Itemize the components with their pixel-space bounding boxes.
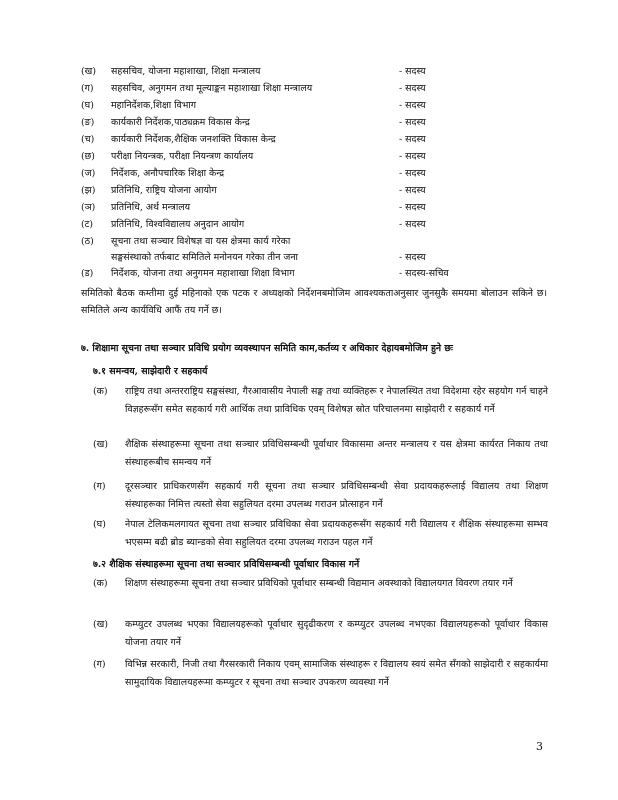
item-text: शिक्षण संस्थाहरूमा सूचना तथा सञ्चार प्रविधिको पूर्वाधार सम्बन्धी विद्यमान अवस्थाको विद्यालयगत विवरण तयार गर्ने xyxy=(125,578,513,589)
member-text: कार्यकारी निर्देशक,शैक्षिक जनशक्ति विकास केन्द्र xyxy=(111,134,276,145)
member-label: (ञ) xyxy=(81,202,96,213)
item-label: (ग) xyxy=(93,481,106,492)
member-text: परीक्षा नियन्त्रक, परीक्षा नियन्त्रण कार्यालय xyxy=(111,151,254,162)
member-label: (ख) xyxy=(81,66,96,77)
member-row xyxy=(81,250,551,266)
item-label: (क) xyxy=(93,386,108,397)
member-text: प्रतिनिधि, विश्वविद्यालय अनुदान आयोग xyxy=(111,219,245,230)
member-role: - सदस्य xyxy=(399,219,426,230)
member-role: - सदस्य xyxy=(399,134,426,145)
member-text: प्रतिनिधि, राष्ट्रिय योजना आयोग xyxy=(111,185,217,196)
member-row xyxy=(81,166,551,182)
list-item xyxy=(93,575,548,593)
member-text: सहसचिव, योजना महाशाखा, शिक्षा मन्त्रालय xyxy=(111,66,261,77)
item-text: नेपाल टेलिकमलगायत सूचना तथा सञ्चार प्रविधिका सेवा प्रदायकहरूसँग सहकार्य गरी विद्यालय र शैक्षिक संस्थाहरूमा सम्भव भएसम्म बढी ब्रोड ब्यान्डको सेवा सहुलियत दरमा उपलब्ध गराउन पहल गर्ने xyxy=(125,519,548,548)
member-label: (च) xyxy=(81,134,95,145)
member-row xyxy=(81,183,551,199)
section-heading: ७. शिक्षामा सूचना तथा सञ्चार प्रविधि प्रयोग व्यवस्थापन समिति काम,कर्तव्य र अधिकार देहायबमोजिम हुने छः xyxy=(81,343,453,354)
member-role: - सदस्य xyxy=(399,202,426,213)
subsection-title: ७.२ शैक्षिक संस्थाहरूमा सूचना तथा सञ्चार प्रविधिसम्बन्धी पूर्वाधार विकास गर्ने xyxy=(93,559,360,570)
member-role: - सदस्य-सचिव xyxy=(399,268,449,279)
member-role: - सदस्य xyxy=(399,83,426,94)
member-row xyxy=(81,234,551,250)
member-row xyxy=(81,98,551,114)
meeting-note: समितिको बैठक कम्तीमा दुई महिनाको एक पटक र अध्यक्षको निर्देशनबमोजिम आवश्यकताअनुसार जुनसुकै समयमा बोलाउन सकिने छ। समितिले अन्य कार्यविधि आफैं तय गर्ने छ। xyxy=(81,288,547,316)
member-text: कार्यकारी निर्देशक,पाठ्यक्रम विकास केन्द्र xyxy=(111,117,250,128)
member-text: महानिर्देशक,शिक्षा विभाग xyxy=(111,100,197,111)
member-role: - सदस्य xyxy=(399,66,426,77)
member-label: (ट) xyxy=(81,219,94,230)
member-text: निर्देशक, अनौपचारिक शिक्षा केन्द्र xyxy=(111,168,225,179)
member-row xyxy=(81,132,551,148)
member-label: (छ) xyxy=(81,151,95,162)
member-label: (ज) xyxy=(81,168,96,179)
list-item xyxy=(93,436,548,472)
member-role: - सदस्य xyxy=(399,151,426,162)
member-text: प्रतिनिधि, अर्थ मन्त्रालय xyxy=(111,202,191,213)
member-text: सङ्घसंस्थाको तर्फबाट समितिले मनोनयन गरेका तीन जना xyxy=(111,252,298,263)
item-text: विभिन्न सरकारी, निजी तथा गैरसरकारी निकाय एवम् सामाजिक संस्थाहरू र विद्यालय स्वयं समेत सँगको साझेदारी र सहकार्यमा सामुदायिक विद्यालयहरूमा कम्प्युटर र सूचना तथा सञ्चार उपकरण व्यवस्था गर्ने xyxy=(125,659,548,688)
list-item xyxy=(93,616,548,652)
item-label: (ख) xyxy=(93,439,108,450)
item-label: (क) xyxy=(93,578,108,589)
member-role: - सदस्य xyxy=(399,168,426,179)
member-role: - सदस्य xyxy=(399,185,426,196)
member-row xyxy=(81,217,551,233)
member-row xyxy=(81,64,551,80)
list-item xyxy=(93,656,548,692)
member-role: - सदस्य xyxy=(399,252,426,263)
member-label: (ग) xyxy=(81,83,94,94)
member-role: - सदस्य xyxy=(399,100,426,111)
item-text: राष्ट्रिय तथा अन्तरराष्ट्रिय सङ्घसंस्था, गैरआवासीय नेपाली सङ्घ तथा व्यक्तिहरू र नेपालस्थित तथा विदेशमा रहेर सहयोग गर्न चाहने विज्ञहरूसँग समेत सहकार्य गरी आर्थिक तथा प्राविधिक एवम् विशेषज्ञ स्रोत परिचालनमा साझेदारी र सहकार्य गर्ने xyxy=(125,386,548,415)
member-text: निर्देशक, योजना तथा अनुगमन महाशाखा शिक्षा विभाग xyxy=(111,268,295,279)
item-label: (ख) xyxy=(93,619,108,630)
member-text: सूचना तथा सञ्चार विशेषज्ञ वा यस क्षेत्रमा कार्य गरेका xyxy=(111,236,291,247)
item-text: कम्प्युटर उपलब्ध भएका विद्यालयहरूको पूर्वाधार सुदृढीकरण र कम्प्युटर उपलब्ध नभएका विद्यालयहरूको पूर्वाधार विकास योजना तयार गर्ने xyxy=(125,619,548,648)
item-label: (ग) xyxy=(93,659,106,670)
item-label: (घ) xyxy=(93,519,106,530)
member-row xyxy=(81,266,551,282)
member-row xyxy=(81,200,551,216)
list-item xyxy=(93,478,548,514)
member-label: (झ) xyxy=(81,185,96,196)
item-text: शैक्षिक संस्थाहरूमा सूचना तथा सञ्चार प्रविधिसम्बन्धी पूर्वाधार विकासमा अन्तर मन्त्रालय र यस क्षेत्रमा कार्यरत निकाय तथा संस्थाहरूबीच समन्वय गर्ने xyxy=(125,439,548,468)
subsection-title: ७.१ समन्वय, साझेदारी र सहकार्य xyxy=(93,366,208,377)
member-label: (ठ) xyxy=(81,236,94,247)
member-row xyxy=(81,149,551,165)
member-label: (ङ) xyxy=(81,117,95,128)
member-label: (घ) xyxy=(81,100,94,111)
list-item xyxy=(93,516,548,552)
list-item xyxy=(93,383,548,419)
member-role: - सदस्य xyxy=(399,117,426,128)
member-label: (ड) xyxy=(81,268,94,279)
member-text: सहसचिव, अनुगमन तथा मूल्याङ्कन महाशाखा शिक्षा मन्त्रालय xyxy=(111,83,313,94)
page-number: 3 xyxy=(536,740,543,753)
item-text: दूरसञ्चार प्राधिकरणसँग सहकार्य गरी सूचना तथा सञ्चार प्रविधिसम्बन्धी सेवा प्रदायकहरूलाई विद्यालय तथा शिक्षण संस्थाहरूका निमित्त त्यस्तो सेवा सहुलियत दरमा उपलब्ध गराउन प्रोत्साहन गर्ने xyxy=(125,481,548,510)
member-row xyxy=(81,81,551,97)
member-row xyxy=(81,115,551,131)
